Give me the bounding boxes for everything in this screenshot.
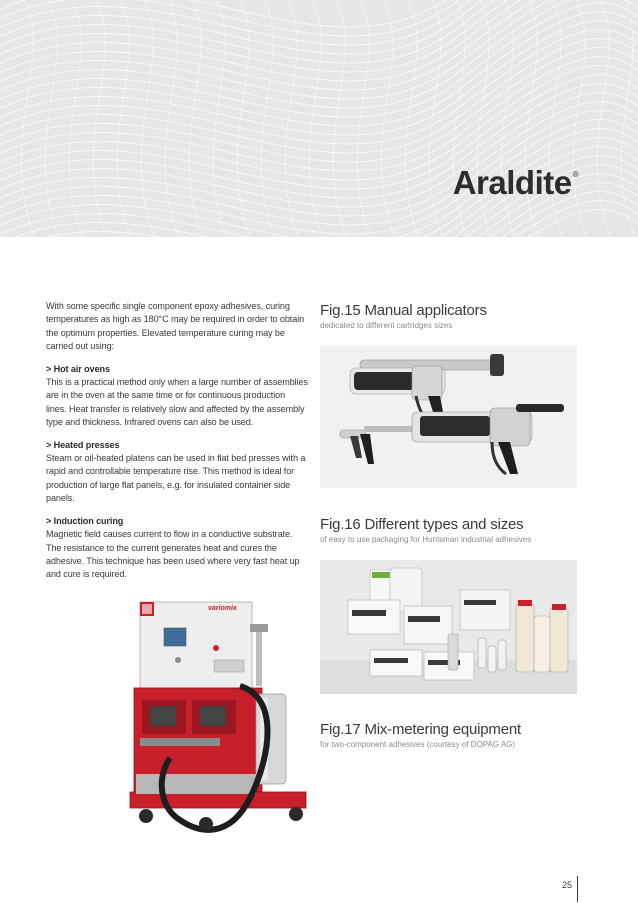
figure-17-caption: [320, 721, 580, 750]
figure-title: Fig.15 Manual applicators: [320, 302, 487, 319]
mix-metering-machine-illustration: [120, 588, 316, 850]
figure-15-photo: [320, 346, 577, 488]
section-induction-curing: [46, 515, 308, 582]
intro-paragraph: With some specific single component epoxy adhesives, curing temperatures as high as 180°C may be required in order to obtain the optimum properties. Elevated temperature curing may be carried out using:: [46, 301, 305, 352]
machine-brand-label: variomix: [208, 605, 237, 612]
section-title: > Induction curing: [46, 515, 124, 526]
araldite-logo: [453, 164, 578, 202]
figure-subtitle: dedicated to different cartridges sizes: [320, 321, 453, 330]
section-hot-air-ovens: [46, 363, 308, 430]
figure-title: Fig.16 Different types and sizes: [320, 516, 524, 533]
figure-subtitle: for two-component adhesives (courtesy of DOPAG AG): [320, 740, 516, 749]
figure-16-photo: [320, 560, 577, 694]
section-heated-presses: [46, 439, 308, 506]
applicator-guns-illustration: [320, 346, 577, 488]
registered-mark: ®: [572, 170, 578, 179]
figure-15-caption: [320, 302, 580, 331]
adhesive-packaging-illustration: [320, 560, 577, 694]
header-banner: [0, 0, 638, 237]
section-title: > Heated presses: [46, 439, 120, 450]
figure-title: Fig.17 Mix-metering equipment: [320, 721, 521, 738]
section-body: This is a practical method only when a large number of assemblies are in the oven at the same time or for continuous production lines. Heat transfer is relatively slow and affected by the assembly type and thickness. Infrared ovens can also be used.: [46, 377, 308, 428]
page-number-rule: [577, 876, 578, 902]
body-text-column: [46, 300, 308, 591]
figure-17-photo: [120, 588, 316, 850]
section-body: Steam or oil-heated platens can be used in flat bed presses with a rapid and controllable temperature rise. This method is ideal for production of large flat panels, e.g. for insulated container side panels.: [46, 453, 306, 504]
section-body: Magnetic field causes current to flow in a conductive substrate. The resistance to the current generates heat and cures the adhesive. This technique has been used where very fast heat up and cure is required.: [46, 529, 300, 580]
figure-16-caption: [320, 516, 580, 545]
logo-text: Araldite: [452, 164, 572, 201]
page-number: 25: [561, 880, 572, 890]
figure-subtitle: of easy to use packaging for Huntsman industrial adhesives: [320, 535, 532, 544]
section-title: > Hot air ovens: [46, 363, 110, 374]
